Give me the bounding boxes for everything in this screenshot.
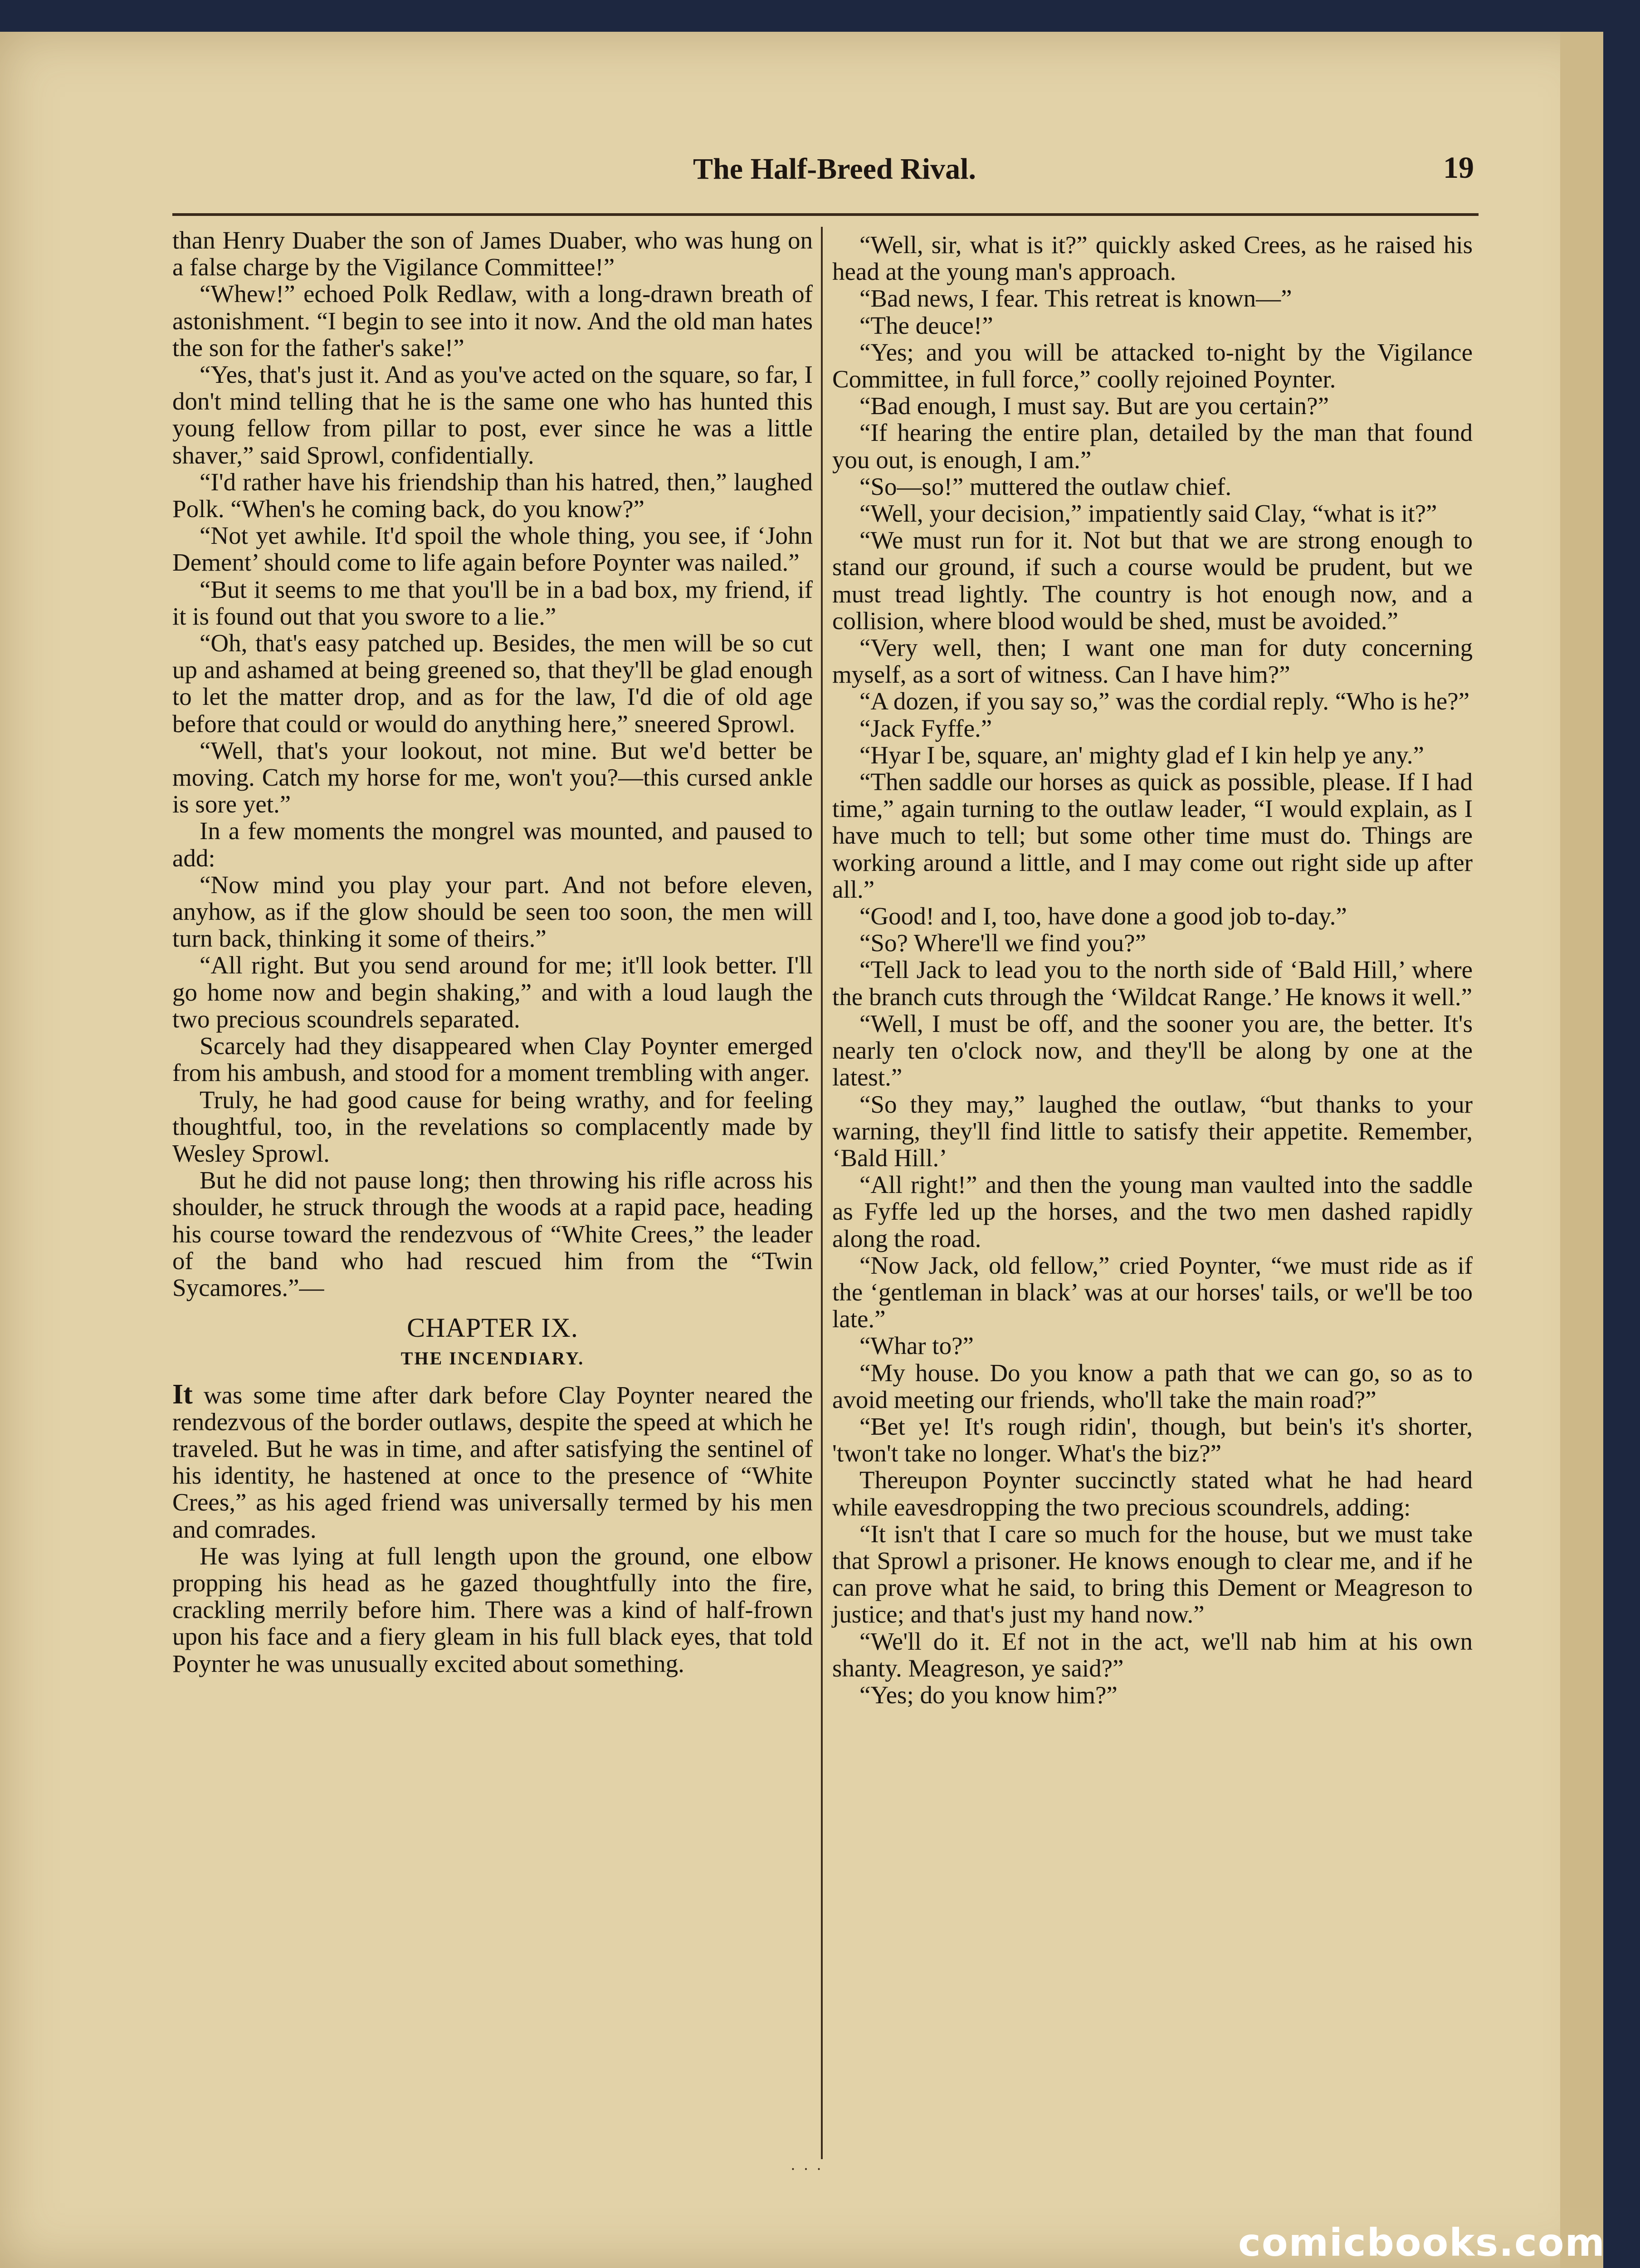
chapter-subtitle: THE INCENDIARY. — [400, 1348, 585, 1369]
paragraph: “So they may,” laughed the outlaw, “but thanks to your warning, they'll find little to satisfy their appetite. Remember, ‘Bald Hill.’ — [832, 1090, 1473, 1172]
paragraph: “All right. But you send around for me; it'll look better. I'll go home now and begin shaking,” and with a loud laugh the two precious scoundrels separated. — [172, 951, 813, 1033]
paragraph: “If hearing the entire plan, detailed by the man that found you out, is enough, I am.” — [832, 419, 1473, 474]
paragraph: Scarcely had they disappeared when Clay Poynter emerged from his ambush, and stood for a moment trembling with anger. — [172, 1032, 813, 1087]
bottom-mark: ⸱ ⸱ ⸱ — [791, 2161, 824, 2177]
paragraph: Thereupon Poynter succinctly stated what he had heard while eavesdropping the two precious scoundrels, adding: — [832, 1466, 1473, 1521]
paragraph: “So? Where'll we find you?” — [859, 929, 1146, 957]
paragraph: In a few moments the mongrel was mounted, and paused to add: — [172, 817, 813, 872]
paragraph: “Then saddle our horses as quick as possible, please. If I had time,” again turning to the outlaw leader, “I would explain, as I have much to tell; but some other time must do. Things are working around a little, and I may come out right side up after all.” — [832, 768, 1473, 903]
paragraph: “Hyar I be, square, an' mighty glad ef I kin help ye any.” — [859, 741, 1424, 769]
paragraph: “It isn't that I care so much for the house, but we must take that Sprowl a prisoner. He knows enough to clear me, and if he can prove what he said, to bring this Dement or Meagreson to justice; and that's just my hand now.” — [832, 1520, 1473, 1628]
paragraph: “My house. Do you know a path that we can go, so as to avoid meeting our friends, who'll take the main road?” — [832, 1359, 1473, 1413]
paragraph: “Whar to?” — [859, 1332, 974, 1360]
paragraph: “Well, your decision,” impatiently said Clay, “what is it?” — [859, 499, 1437, 528]
page-number: 19 — [1443, 150, 1474, 185]
paragraph: “Not yet awhile. It'd spoil the whole thing, you see, if ‘John Dement’ should come to life again before Poynter was nailed.” — [172, 522, 813, 577]
paragraph: “All right!” and then the young man vaulted into the saddle as Fyffe led up the horses, and the two men dashed rapidly along the road. — [832, 1171, 1473, 1252]
chapter-dropcap: It — [172, 1378, 193, 1410]
paragraph: “Whew!” echoed Polk Redlaw, with a long-drawn breath of astonishment. “I begin to see into it now. And the old man hates the son for the father's sake!” — [172, 280, 813, 362]
paragraph: “Yes; do you know him?” — [859, 1681, 1118, 1709]
paragraph: “Oh, that's easy patched up. Besides, the men will be so cut up and ashamed at being greened so, that they'll be glad enough to let the matter drop, and as for the law, I'd die of old age before that could or would do anything here,” sneered Sprowl. — [172, 629, 813, 738]
paragraph: “The deuce!” — [859, 311, 993, 339]
chapter-opening-text: was some time after dark before Clay Poynter neared the rendezvous of the border outlaws, despite the speed at which he traveled. But he was in time, and after satisfying the sentinel of his identity, he hastened at once to the presence of “White Crees,” as his aged friend was universally termed by his men and comrades. — [172, 1381, 813, 1543]
paragraph: “Well, I must be off, and the sooner you are, the better. It's nearly ten o'clock now, and they'll be along by one at the latest.” — [832, 1009, 1473, 1091]
column-divider — [821, 227, 823, 2159]
paragraph: “A dozen, if you say so,” was the cordial reply. “Who is he?” — [859, 687, 1470, 715]
paragraph: Truly, he had good cause for being wrathy, and for feeling thoughtful, too, in the revelations so complacently made by Wesley Sprowl. — [172, 1085, 813, 1167]
running-title: The Half-Breed Rival. — [693, 152, 976, 186]
watermark: comicbooks.com — [1238, 2220, 1606, 2265]
paragraph: “We must run for it. Not but that we are strong enough to stand our ground, if such a course would be prudent, but we must tread lightly. The country is hot enough now, and a collision, where blood would be shed, must be avoided.” — [832, 526, 1473, 635]
paragraph: “I'd rather have his friendship than his hatred, then,” laughed Polk. “When's he coming back, do you know?” — [172, 468, 813, 523]
paragraph: “Jack Fyffe.” — [859, 714, 992, 742]
paragraph: “Bad enough, I must say. But are you certain?” — [859, 392, 1329, 420]
running-header — [0, 118, 1640, 186]
paragraph: “Bad news, I fear. This retreat is known—” — [859, 284, 1292, 313]
paragraph: “Well, sir, what is it?” quickly asked Crees, as he raised his head at the young man's approach. — [832, 231, 1473, 286]
left-column — [172, 227, 813, 1677]
paragraph: “Now mind you play your part. And not before eleven, anyhow, as if the glow should be seen too soon, the men will turn back, thinking it some of theirs.” — [172, 870, 813, 953]
paragraph: “So—so!” muttered the outlaw chief. — [859, 472, 1232, 500]
paragraph: “Bet ye! It's rough ridin', though, but bein's it's shorter, 'twon't take no longer. What's the biz?” — [832, 1412, 1473, 1467]
chapter-heading: CHAPTER IX. — [407, 1313, 578, 1343]
paragraph: “Yes; and you will be attacked to-night by the Vigilance Committee, in full force,” coolly rejoined Poynter. — [832, 338, 1473, 393]
paragraph: “But it seems to me that you'll be in a bad box, my friend, if it is found out that you swore to a lie.” — [172, 575, 813, 630]
paragraph: He was lying at full length upon the ground, one elbow propping his head as he gazed thoughtfully into the fire, crackling merrily before him. There was a kind of half-frown upon his face and a fiery gleam in his full black eyes, that told Poynter he was unusually excited about something. — [172, 1542, 813, 1677]
paragraph: “We'll do it. Ef not in the act, we'll nab him at his own shanty. Meagreson, ye said?” — [832, 1627, 1473, 1682]
page-edge — [1560, 32, 1603, 2268]
paragraph: “Now Jack, old fellow,” cried Poynter, “we must ride as if the ‘gentleman in black’ was at our horses' tails, or we'll be too late.” — [832, 1251, 1473, 1333]
paragraph: “Good! and I, too, have done a good job to-day.” — [859, 902, 1347, 930]
paragraph: But he did not pause long; then throwing his rifle across his shoulder, he struck through the woods at a rapid pace, heading his course toward the rendezvous of “White Crees,” the leader of the band who had rescued him from the “Twin Sycamores.”— — [172, 1166, 813, 1301]
paragraph: “Yes, that's just it. And as you've acted on the square, so far, I don't mind telling that he is the same one who has hunted this young fellow from pillar to post, ever since he was a little shaver,” said Sprowl, confidentially. — [172, 361, 813, 469]
right-column — [832, 231, 1473, 1708]
paragraph: than Henry Duaber the son of James Duaber, who was hung on a false charge by the Vigilance Committee!” — [172, 226, 813, 281]
paragraph: “Well, that's your lookout, not mine. But we'd better be moving. Catch my horse for me, won't you?—this cursed ankle is sore yet.” — [172, 736, 813, 818]
paragraph: “Tell Jack to lead you to the north side of ‘Bald Hill,’ where the branch cuts through the ‘Wildcat Range.’ He knows it well.” — [832, 956, 1473, 1011]
header-rule — [172, 213, 1479, 216]
paragraph: “Very well, then; I want one man for duty concerning myself, as a sort of witness. Can I have him?” — [832, 634, 1473, 689]
